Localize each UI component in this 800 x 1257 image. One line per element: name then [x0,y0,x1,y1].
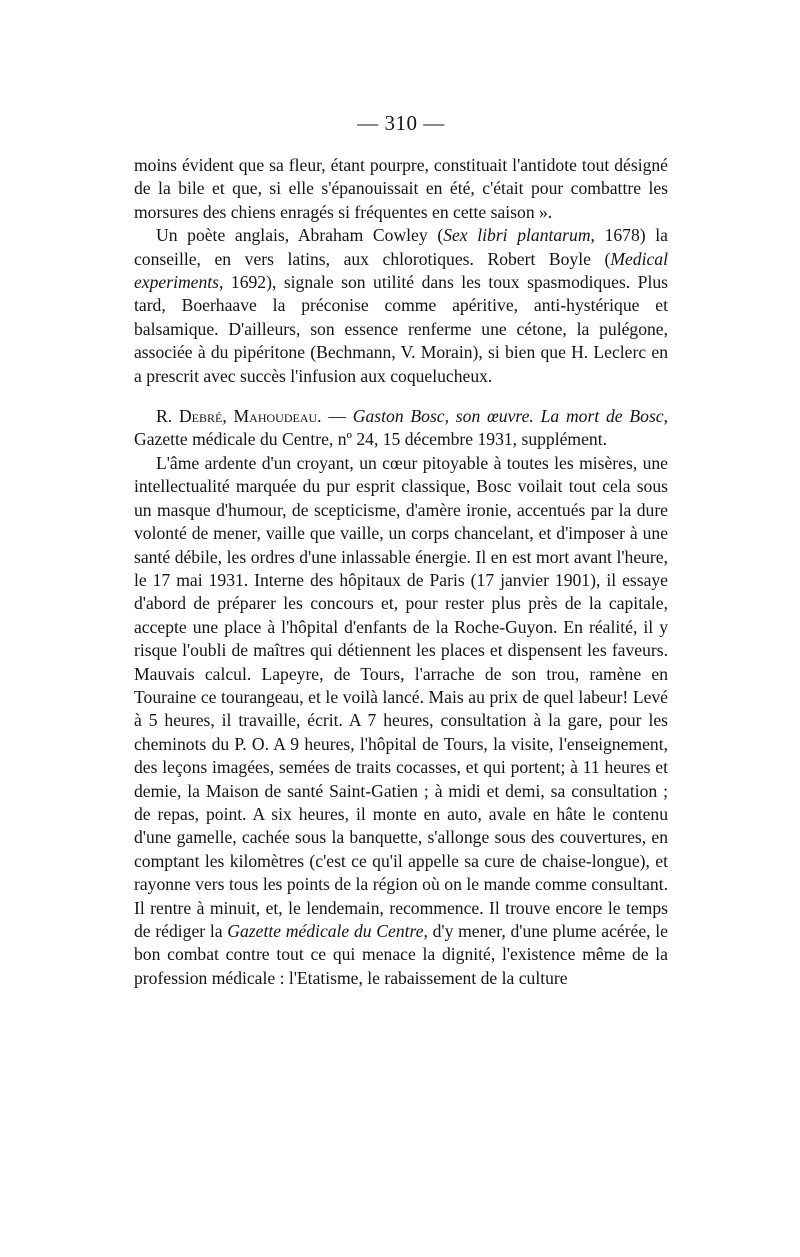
reference-title: Gaston Bosc, son œuvre. La mort de Bosc [352,406,664,427]
text-run: , d'y mener, d'une plume acérée, le bon combat contre tout ce qui menace la dignité, l'existence même de la profession médicale : l'Etatisme, le rabaissement de la culture [134,921,668,988]
book-page [134,108,668,990]
author-name: Mahoudeau [233,406,318,427]
text-run: , 1692), signale son utilité dans les toux spasmodiques. Plus tard, Boerhaave la préconise comme apéritive, anti-hystérique et balsamique. D'ailleurs, son essence renferme une cétone, la pulégone, associée à du pipéritone (Bechmann, V. Morain), si bien que H. Leclerc en a prescrit avec succès l'infusion aux coquelucheux. [134,272,668,386]
italic-title: Gazette médicale du Centre [227,921,424,941]
page-number: — 310 — [357,111,445,135]
bibliographic-reference: R. Debré, Mahoudeau. — Gaston Bosc, son œuvre. La mort de Bosc, Gazette médicale du Centre, nº 24, 15 décembre 1931, supplément. [134,406,669,450]
reference-dash: . — [317,406,346,427]
reference-source: , Gazette médicale du Centre, nº 24, 15 décembre 1931, supplément. [134,406,669,450]
paragraph-bosc [134,452,668,990]
author-name: Debré [178,406,223,427]
paragraph-continuation: moins évident que sa fleur, étant pourpre, constituait l'antidote tout désigné de la bile et que, si elle s'épanouissait en été, c'était pour combattre les morsures des chiens enragés si fréquentes en cette saison ». [134,155,668,222]
text-run: , 1678) la conseille, en vers latins, aux chlorotiques. Robert Boyle ( [134,225,668,269]
paragraph-cowley [134,224,668,388]
text-run: Un poète anglais, Abraham Cowley ( [156,225,444,246]
italic-title: Medical experiments [134,248,668,293]
text-run: L'âme ardente d'un croyant, un cœur pitoyable à toutes les misères, une intellectualité marquée du pur esprit classique, Bosc voilait tout cela sous un masque d'humour, de scepticisme, d'amère ironie, accentués par la dure volonté de mener, vaille que vaille, un corps chancelant, et d'imposer à une santé débile, les ordres d'une inlassable énergie. Il en est mort avant l'heure, le 17 mai 1931. Interne des hôpitaux de Paris (17 janvier 1901), il essaye d'abord de préparer les concours et, pour rester plus près de la capitale, accepte une place à l'hôpital d'enfants de la Roche-Guyon. En réalité, il y risque l'oubli de maîtres qui détiennent les places et dispensent les faveurs. Mauvais calcul. Lapeyre, de Tours, l'arrache de son trou, ramène en Touraine ce tourangeau, et le voilà lancé. Mais au prix de quel labeur! Levé à 5 heures, il travaille, écrit. A 7 heures, consultation à la gare, pour les cheminots du P. O. A 9 heures, l'hôpital de Tours, la visite, l'enseignement, des leçons imagées, semées de traits cocasses, et qui portent; à 11 heures et demie, la Maison de santé Saint-Gatien ; à midi et demi, sa consultation ; de repas, point. A six heures, il monte en auto, avale en hâte le contenu d'une gamelle, cachée sous la banquette, s'allonge sous des couvertures, en comptant les kilomètres (c'est ce qu'il appelle sa cure de chaise-longue), et rayonne vers tous les points de la région où on le mande comme consultant. Il rentre à minuit, et, le lendemain, recommence. Il trouve encore le temps de rédiger la [134,452,668,941]
author-initial: R. [156,406,173,427]
italic-title: Sex libri plantarum [443,225,591,246]
